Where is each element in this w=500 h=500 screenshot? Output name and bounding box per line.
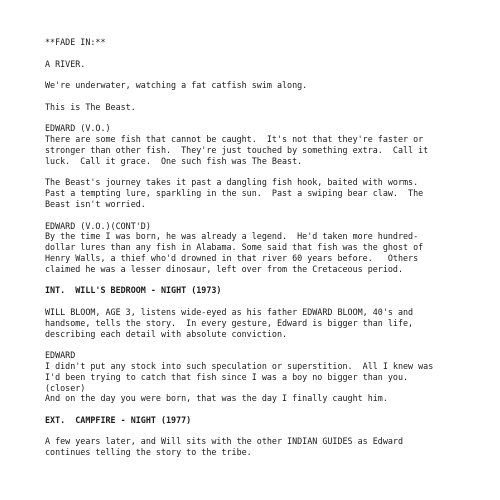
screenplay-page: [45, 37, 465, 469]
dialogue-block-2: [45, 221, 465, 275]
dialogue-lines: I didn't put any stock into such speculation or superstition. All I knew was I'd been trying to catch that fish since I was a boy no bigger than you. (closer) And on the day you were born, that was the day I finally caught him.: [45, 360, 434, 404]
action-journey: The Beast's journey takes it past a dangling fish hook, baited with worms. Past a tempting lure, sparkling in the sun. Past a swiping bear claw. The Beast isn't worried.: [45, 177, 424, 209]
scene-river: A RIVER.: [45, 58, 86, 69]
dialogue-speaker: EDWARD (V.O.)(CONT'D): [45, 220, 151, 231]
action-campfire: A few years later, and Will sits with the other INDIAN GUIDES as Edward continues telling the story to the tribe.: [45, 436, 403, 458]
dialogue-lines: There are some fish that cannot be caught. It's not that they're faster or stronger than other fish. They're just touched by something extra. Call it luck. Call it grace. One such fish was The Beast.: [45, 134, 429, 166]
dialogue-speaker: EDWARD: [45, 350, 76, 361]
dialogue-block-3: [45, 350, 465, 404]
scene-heading-bedroom: INT. WILL'S BEDROOM - NIGHT (1973): [45, 285, 222, 296]
action-will: WILL BLOOM, AGE 3, listens wide-eyed as his father EDWARD BLOOM, 40's and handsome, tells the story. In every gesture, Edward is bigger than life, describing each detail with absolute conviction.: [45, 306, 414, 339]
action-underwater: We're underwater, watching a fat catfish swim along.: [45, 80, 308, 91]
dialogue-lines: By the time I was born, he was already a legend. He'd taken more hundred- dollar lures than any fish in Alabama. Some said that fish was the ghost of Henry Walls, a thief who'd drowned in that river 60 years before. Others claimed he was a lesser dinosaur, left over from the Cretaceous period.: [45, 231, 424, 274]
fade-in-transition: **FADE IN:**: [45, 37, 106, 47]
action-beast: This is The Beast.: [45, 101, 136, 112]
dialogue-block-1: [45, 123, 465, 166]
scene-heading-campfire: EXT. CAMPFIRE - NIGHT (1977): [45, 414, 192, 425]
dialogue-speaker: EDWARD (V.O.): [45, 123, 111, 134]
